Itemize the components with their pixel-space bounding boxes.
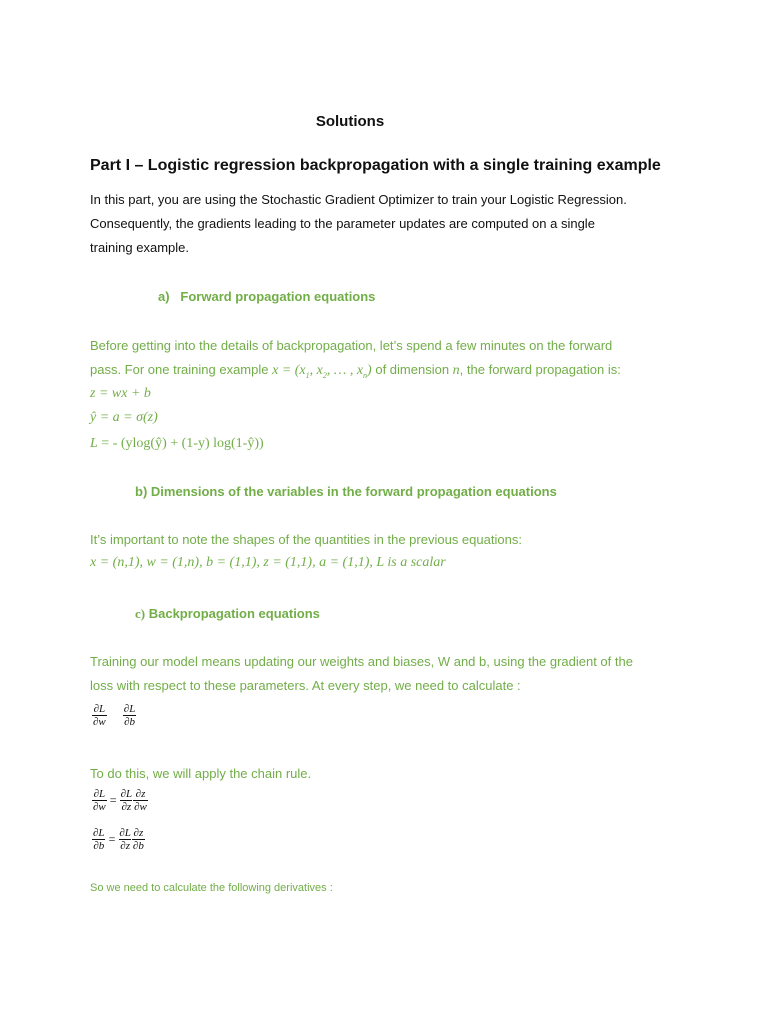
dimensions-equation: x = (n,1), w = (1,n), b = (1,1), z = (1,1), a = (1,1), L is a scalar bbox=[90, 555, 446, 570]
chain-rule-w-equation: $\frac{\partial L}{\partial w}$ = $\frac{\partial L}{\partial z}$ $\frac{\partial z}{\partial w}$ bbox=[93, 788, 147, 813]
forward-line-2 bbox=[90, 358, 621, 388]
forward-line-2-post: , the forward propagation is: bbox=[459, 362, 621, 377]
page-title: Solutions bbox=[315, 113, 385, 130]
chain-rule-b-equation: $\frac{\partial L}{\partial b}$ = $\frac{\partial L}{\partial z}$ $\frac{\partial z}{\partial b}$ bbox=[93, 827, 144, 852]
derivatives-line: So we need to calculate the following derivatives : bbox=[90, 882, 333, 894]
forward-line-2-pre: pass. For one training example bbox=[90, 362, 273, 377]
x-vector-definition: $x = (x_1$, $x_2$, … , $x_n$) bbox=[272, 363, 372, 380]
section-c-heading bbox=[135, 606, 320, 622]
shapes-line: It’s important to note the shapes of the quantities in the previous equations: bbox=[90, 532, 522, 547]
dimension-n: n bbox=[452, 363, 460, 378]
forward-line-2-mid: of dimension bbox=[375, 362, 453, 377]
equation-z: z = wx + b bbox=[90, 386, 151, 401]
equation-loss: L = - (ylog(ŷ) + (1-y) log(1-ŷ)) bbox=[90, 436, 264, 451]
chain-rule-line: To do this, we will apply the chain rule. bbox=[90, 766, 312, 781]
forward-line-1: Before getting into the details of backpropagation, let’s spend a few minutes on the forward bbox=[90, 338, 613, 353]
part1-heading: Part I – Logistic regression backpropagation with a single training example bbox=[90, 157, 661, 174]
section-a-title: Forward propagation equations bbox=[180, 289, 376, 304]
section-c-label: c) bbox=[135, 606, 146, 621]
dL-db-fraction: $\frac{\partial L}{\partial b}$ bbox=[123, 703, 136, 728]
section-a-label: a) bbox=[158, 289, 170, 304]
training-line-2: loss with respect to these parameters. At every step, we need to calculate : bbox=[90, 678, 521, 693]
section-a-heading bbox=[158, 289, 375, 304]
gradient-fractions bbox=[92, 703, 136, 728]
intro-line-2: Consequently, the gradients leading to the parameter updates are computed on a single bbox=[90, 216, 595, 231]
intro-line-3: training example. bbox=[90, 240, 189, 255]
dL-dw-fraction: $\frac{\partial L}{\partial w}$ bbox=[93, 703, 106, 728]
section-c-title: Backpropagation equations bbox=[145, 606, 320, 621]
equation-yhat: ŷ = a = σ(z) bbox=[90, 410, 158, 425]
section-b-heading: b) Dimensions of the variables in the forward propagation equations bbox=[135, 484, 557, 499]
intro-line-1: In this part, you are using the Stochastic Gradient Optimizer to train your Logistic Regression. bbox=[90, 192, 627, 207]
training-line-1: Training our model means updating our weights and biases, W and b, using the gradient of the bbox=[90, 654, 633, 669]
